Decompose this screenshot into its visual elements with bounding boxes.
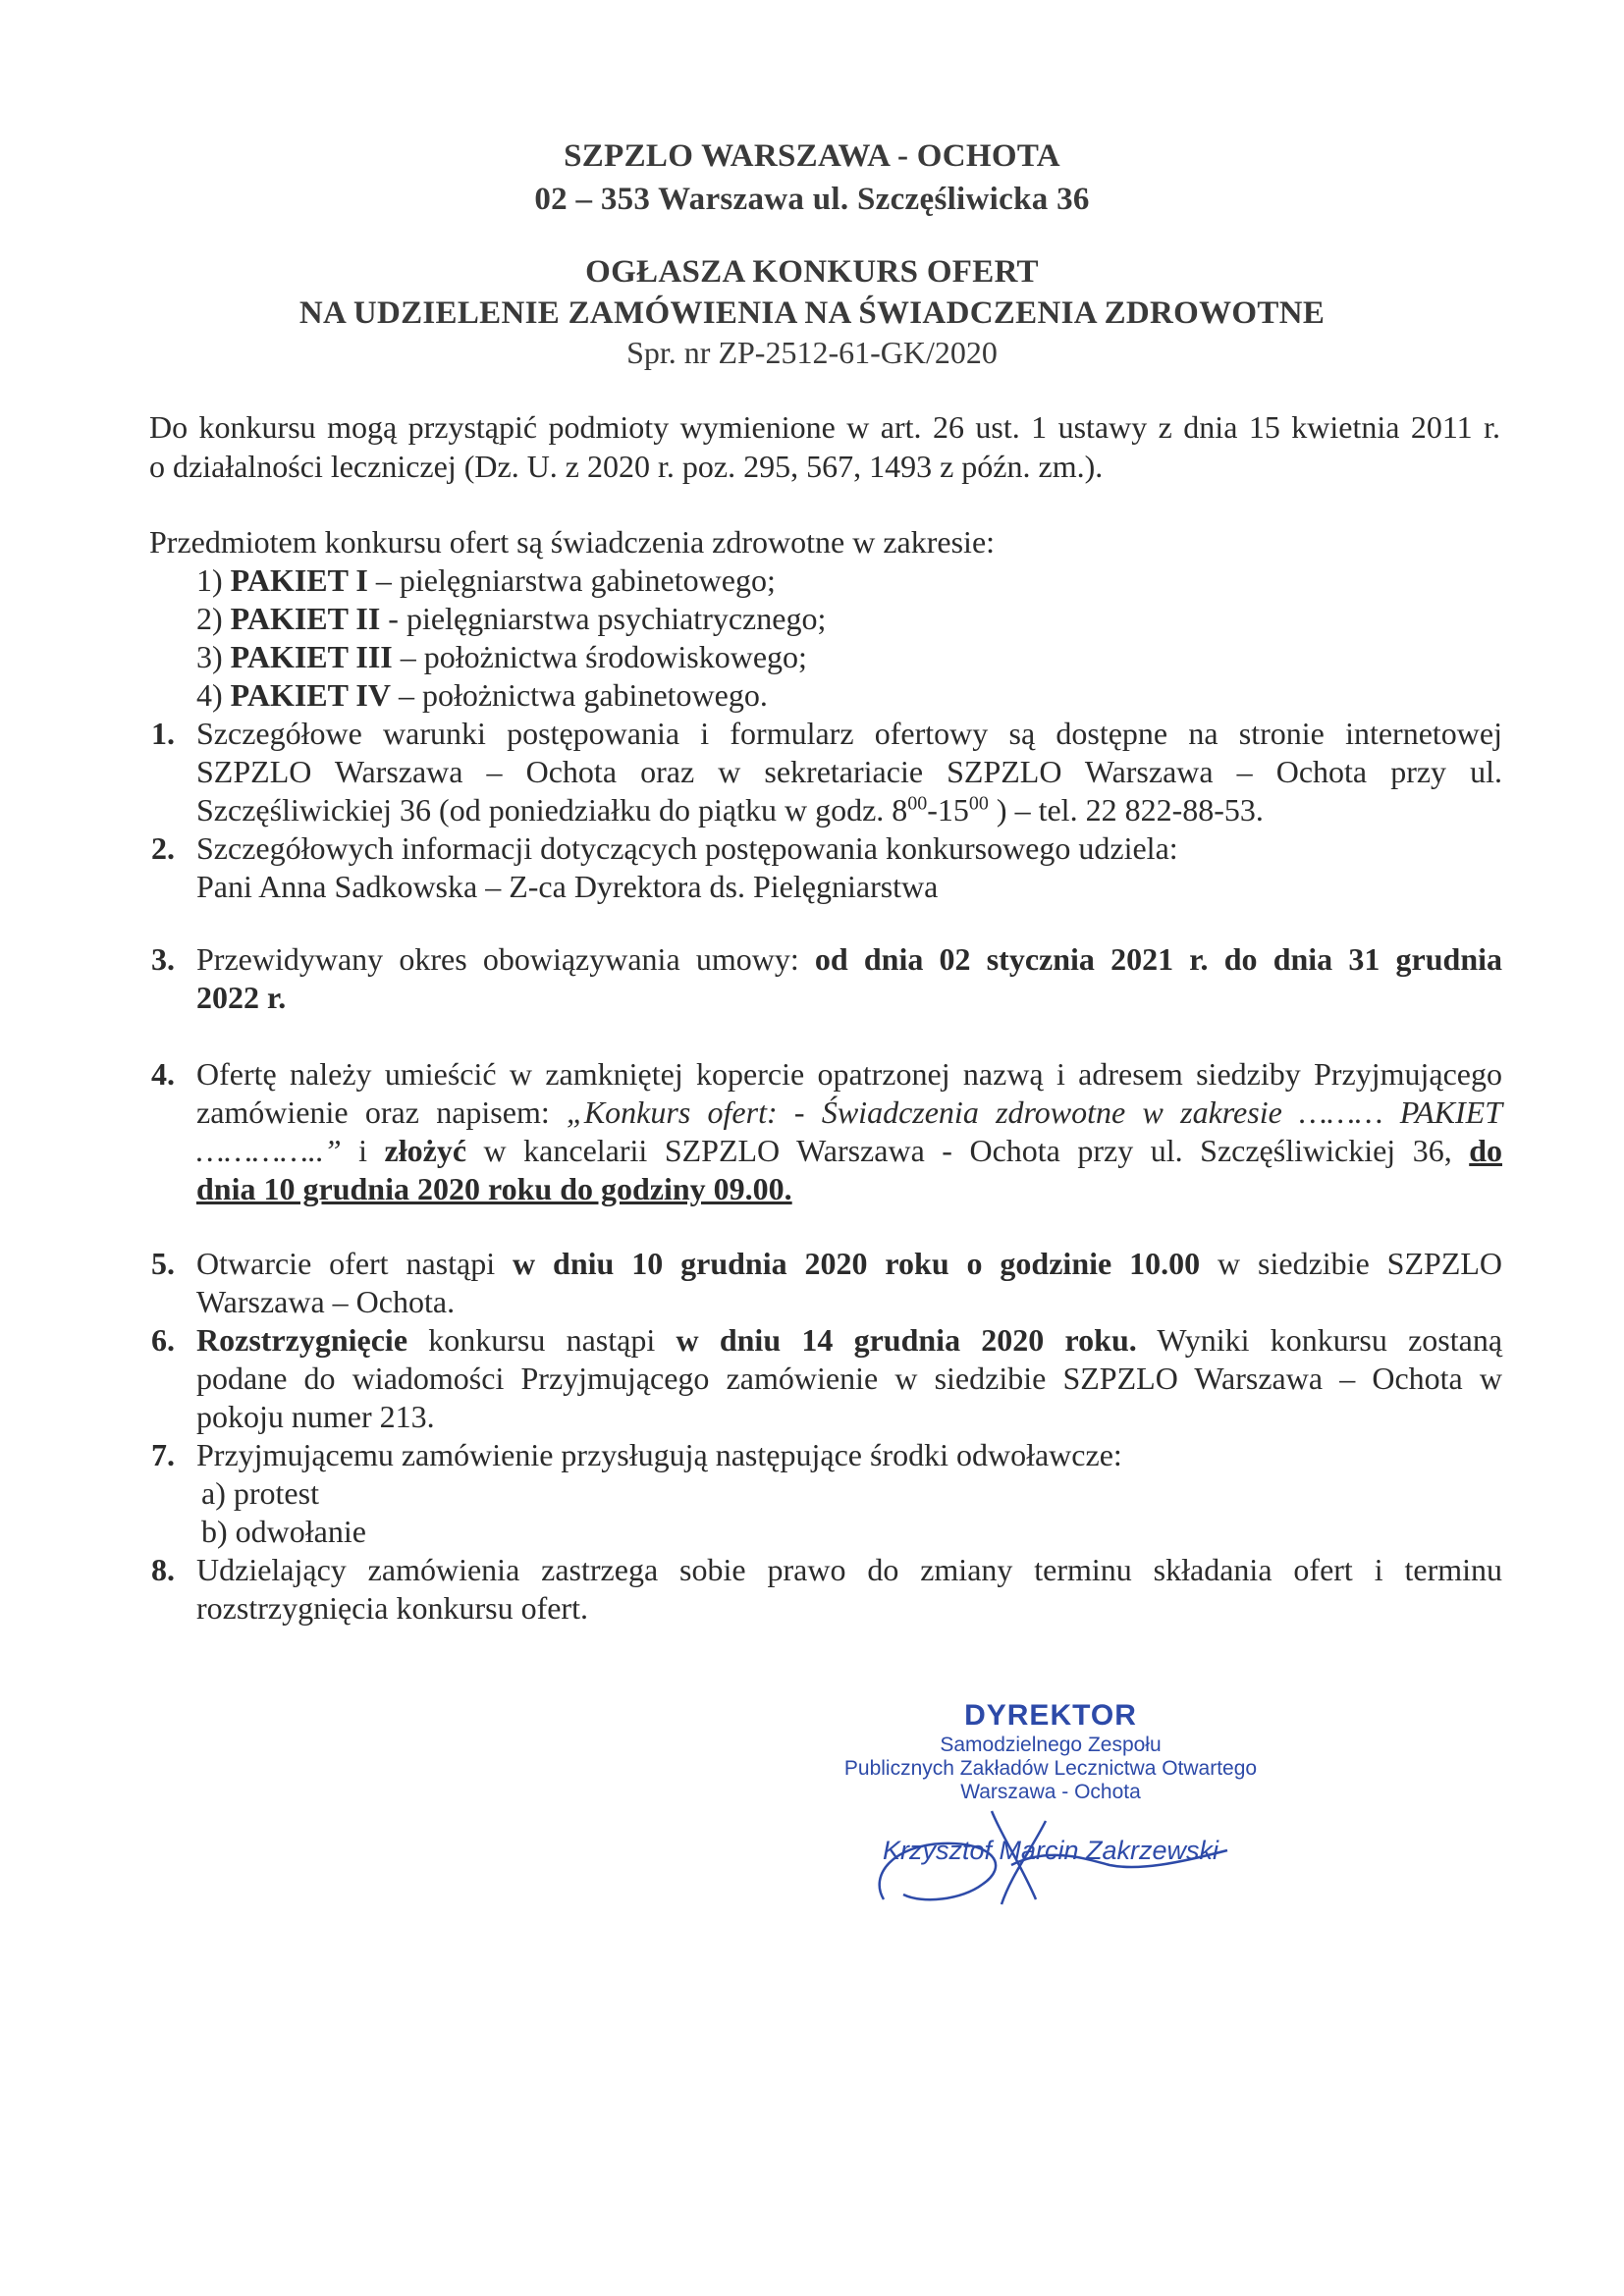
title-line-2: NA UDZIELENIE ZAMÓWIENIA NA ŚWIADCZENIA ZDROWOTNE xyxy=(298,295,1326,331)
item-number: 4. xyxy=(151,1056,175,1092)
case-number: Spr. nr ZP-2512-61-GK/2020 xyxy=(626,335,998,370)
item4-line-3: …………..” i złożyć w kancelarii SZPZLO Warszawa - Ochota przy ul. Szczęśliwickiej 36, do xyxy=(196,1133,1503,1168)
package-item: 4) PAKIET IV – położnictwa gabinetowego. xyxy=(196,677,768,713)
item2-line-2: Pani Anna Sadkowska – Z-ca Dyrektora ds. Pielęgniarstwa xyxy=(196,869,939,904)
item-number: 8. xyxy=(151,1552,175,1587)
stamp-line: Publicznych Zakładów Lecznictwa Otwartego xyxy=(843,1757,1258,1780)
item2-line-1: Szczegółowych informacji dotyczących postępowania konkursowego udziela: xyxy=(196,830,1178,866)
org-name: SZPZLO WARSZAWA - OCHOTA xyxy=(564,138,1060,174)
title-line-1: OGŁASZA KONKURS OFERT xyxy=(585,254,1039,290)
item8-line-2: rozstrzygnięcia konkursu ofert. xyxy=(196,1590,588,1626)
intro-line-2: o działalności leczniczej (Dz. U. z 2020 r. poz. 295, 567, 1493 z późn. zm.). xyxy=(149,449,1104,484)
package-item: 2) PAKIET II - pielęgniarstwa psychiatrycznego; xyxy=(196,601,827,636)
remedy-item: a) protest xyxy=(201,1475,319,1511)
item1-line-3: Szczęśliwickiej 36 (od poniedziałku do piątku w godz. $8^{00}-15^{00}$ ) – tel. 22 822-88-53. xyxy=(196,792,1264,828)
stamp-director-name: Krzysztof Marcin Zakrzewski xyxy=(882,1836,1219,1865)
item8-line-1: Udzielający zamówienia zastrzega sobie prawo do zmiany terminu składania ofert i terminu xyxy=(196,1552,1502,1587)
item6-line-2: podane do wiadomości Przyjmującego zamówienie w siedzibie SZPZLO Warszawa – Ochota w xyxy=(196,1361,1502,1396)
signature-mark xyxy=(864,1806,1237,1924)
item5-line-2: Warszawa – Ochota. xyxy=(196,1284,456,1319)
package-item: 1) PAKIET I – pielęgniarstwa gabinetowego; xyxy=(196,562,776,598)
item1-line-1: Szczegółowe warunki postępowania i formularz ofertowy są dostępne na stronie internetowej xyxy=(196,716,1502,751)
stamp-line: Warszawa - Ochota xyxy=(960,1781,1141,1803)
remedy-item: b) odwołanie xyxy=(201,1514,366,1549)
item3-line-2: 2022 r. xyxy=(196,980,287,1015)
org-address: 02 – 353 Warszawa ul. Szczęśliwicka 36 xyxy=(534,182,1090,217)
stamp-line: Samodzielnego Zespołu xyxy=(940,1734,1162,1756)
item-number: 7. xyxy=(151,1437,175,1472)
stamp-title: DYREKTOR xyxy=(964,1699,1137,1732)
item6-line-1: Rozstrzygnięcie konkursu nastąpi w dniu 14 grudnia 2020 roku. Wyniki konkursu zostaną xyxy=(196,1322,1503,1358)
item5-line-1: Otwarcie ofert nastąpi w dniu 10 grudnia 2020 roku o godzinie 10.00 w siedzibie SZPZLO xyxy=(196,1246,1503,1281)
item4-line-1: Ofertę należy umieścić w zamkniętej kopercie opatrzonej nazwą i adresem siedziby Przyjmującego xyxy=(196,1056,1502,1092)
item1-line-2: SZPZLO Warszawa – Ochota oraz w sekretariacie SZPZLO Warszawa – Ochota przy ul. xyxy=(196,754,1502,789)
item3-line-1: Przewidywany okres obowiązywania umowy: od dnia 02 stycznia 2021 r. do dnia 31 grudnia xyxy=(196,941,1503,977)
item4-line-2: zamówienie oraz napisem: „Konkurs ofert: - Świadczenia zdrowotne w zakresie ……… PAKIET xyxy=(196,1095,1503,1130)
item-number: 2. xyxy=(151,830,175,866)
item-number: 1. xyxy=(151,716,175,751)
item6-line-3: pokoju numer 213. xyxy=(196,1399,435,1434)
item4-line-4: dnia 10 grudnia 2020 roku do godziny 09.00. xyxy=(196,1171,792,1206)
item-number: 6. xyxy=(151,1322,175,1358)
package-item: 3) PAKIET III – położnictwa środowiskowego; xyxy=(196,639,807,674)
intro-line-1: Do konkursu mogą przystąpić podmioty wymienione w art. 26 ust. 1 ustawy z dnia 15 kwietnia 2011 r. xyxy=(149,409,1500,445)
item7-line-1: Przyjmującemu zamówienie przysługują następujące środki odwoławcze: xyxy=(196,1437,1122,1472)
item-number: 5. xyxy=(151,1246,175,1281)
subject-intro: Przedmiotem konkursu ofert są świadczenia zdrowotne w zakresie: xyxy=(149,524,996,560)
item-number: 3. xyxy=(151,941,175,977)
